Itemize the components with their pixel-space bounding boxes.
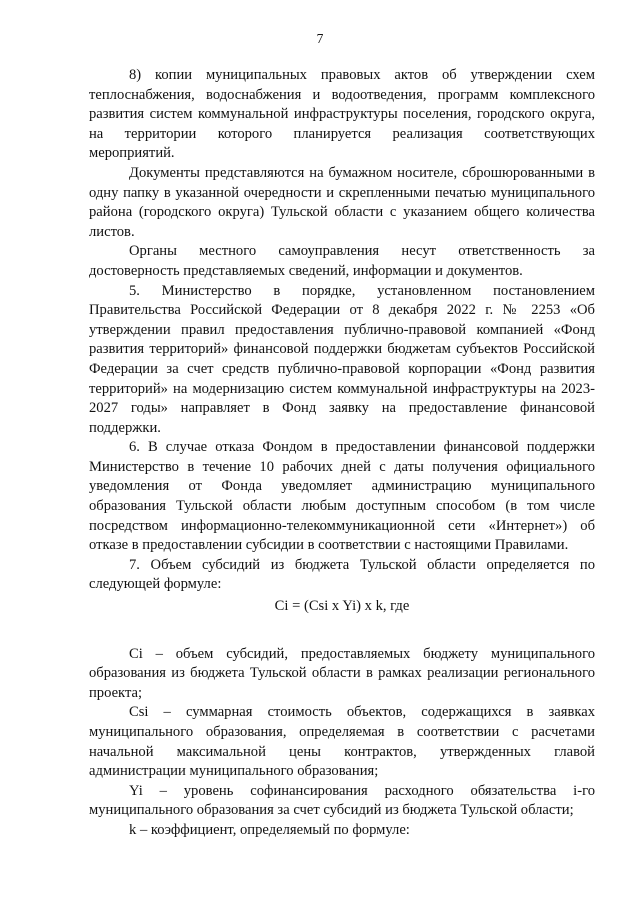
paragraph-clause-5: 5. Министерство в порядке, установленном постановлением Правительства Российской Федерации от 8 декабря 2022 г. № 2253 «Об утверждении правил предоставления публично-правовой компанией «Фонд развития территорий» финансовой поддержки бюджетам субъектов Российской Федерации за счет средств публично-правовой корпорации «Фонд развития территорий» на модернизацию систем коммунальной инфраструктуры на 2023-2027 годы» направляет в Фонд заявку на предоставление финансовой поддержки. xyxy=(89,282,595,436)
definition-csi: Csi – суммарная стоимость объектов, содержащихся в заявках муниципального образования, определяемая в соответствии с расчетами начальной максимальной цены контрактов, утвержденных главой администрации муниципального образования; xyxy=(89,704,595,780)
paragraph-clause-7: 7. Объем субсидий из бюджета Тульской области определяется по следующей формуле: xyxy=(89,556,595,593)
definition-k: k – коэффициент, определяемый по формуле: xyxy=(129,821,410,838)
subsidy-formula: Ci = (Csi x Yi) x k, где xyxy=(274,598,410,615)
definition-yi: Yi – уровень софинансирования расходного обязательства i-го муниципального образования за счет субсидий из бюджета Тульской области; xyxy=(89,782,595,819)
formula-spacer xyxy=(89,617,595,645)
document-body xyxy=(89,66,595,841)
paragraph-clause-6: 6. В случае отказа Фондом в предоставлении финансовой поддержки Министерство в течение 10 рабочих дней с даты получения официального уведомления от Фонда уведомляет администрацию муниципального образования Тульской области любым доступным способом (в том числе посредством информационно-телекоммуникационной сети «Интернет») об отказе в предоставлении субсидии в соответствии с настоящими Правилами. xyxy=(89,439,595,554)
paragraph-documents-submission: Документы представляются на бумажном носителе, сброшюрованными в одну папку в указанной очередности и скрепленными печатью муниципального района (городского округа) Тульской области с указанием общего количества листов. xyxy=(89,164,595,240)
page-number: 7 xyxy=(316,31,324,46)
paragraph-item-8-copies: 8) копии муниципальных правовых актов об утверждении схем теплоснабжения, водоснабжения и водоотведения, программ комплексного развития систем коммунальной инфраструктуры поселения, городского округа, на территории которого планируется реализация соответствующих мероприятий. xyxy=(89,67,595,162)
definition-ci: Ci – объем субсидий, предоставляемых бюджету муниципального образования из бюджета Тульской области в рамках реализации регионального проекта; xyxy=(89,645,595,701)
paragraph-responsibility: Органы местного самоуправления несут ответственность за достоверность представляемых сведений, информации и документов. xyxy=(89,243,595,279)
